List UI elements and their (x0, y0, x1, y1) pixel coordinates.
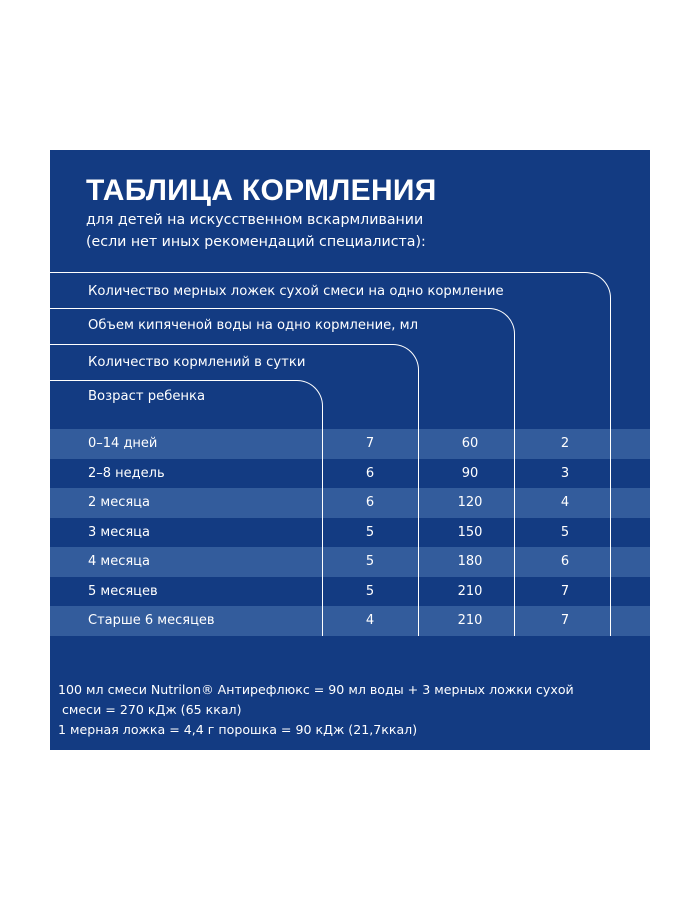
age-cell: 2–8 недель (88, 465, 165, 481)
scoops-cell: 7 (560, 613, 570, 628)
header-scoops: Количество мерных ложек сухой смеси на одно кормление (88, 284, 504, 299)
scoops-cell: 5 (560, 524, 570, 540)
subtitle-line-1: для детей на искусственном вскармливании (86, 212, 424, 228)
water-cell: 180 (457, 554, 483, 569)
water-cell: 120 (457, 495, 483, 510)
water-cell: 60 (461, 436, 479, 451)
scoops-cell: 7 (560, 583, 570, 599)
scoops-cell: 2 (560, 436, 570, 451)
feedings-cell: 5 (365, 524, 375, 540)
header-age: Возраст ребенка (88, 389, 206, 404)
footnote-line-3: 1 мерная ложка = 4,4 г порошка = 90 кДж (21,7ккал) (58, 722, 418, 737)
feedings-cell: 7 (365, 436, 375, 451)
water-cell: 210 (457, 613, 483, 628)
age-cell: 4 месяца (88, 554, 150, 569)
feedings-cell: 6 (365, 465, 375, 481)
age-cell: Старше 6 месяцев (88, 613, 215, 628)
footnote-line-2: смеси = 270 кДж (65 ккал) (62, 702, 242, 717)
feedings-cell: 4 (365, 613, 375, 628)
feedings-cell: 5 (365, 554, 375, 569)
age-cell: 2 месяца (88, 495, 150, 510)
feeding-table-panel (50, 150, 650, 750)
water-cell: 210 (457, 583, 483, 599)
feedings-cell: 6 (365, 495, 375, 510)
scoops-cell: 4 (560, 495, 570, 510)
age-cell: 5 месяцев (88, 583, 158, 599)
scoops-cell: 3 (560, 465, 570, 481)
header-bracket-age (50, 380, 323, 636)
age-cell: 0–14 дней (88, 436, 158, 451)
page-title: ТАБЛИЦА КОРМЛЕНИЯ (86, 174, 437, 207)
header-feedings: Количество кормлений в сутки (88, 355, 306, 370)
water-cell: 90 (461, 465, 479, 481)
subtitle-line-2: (если нет иных рекомендаций специалиста): (86, 234, 426, 250)
feedings-cell: 5 (365, 583, 375, 599)
footnote-line-1: 100 мл смеси Nutrilon® Антирефлюкс = 90 мл воды + 3 мерных ложки сухой (58, 682, 574, 697)
water-cell: 150 (457, 524, 483, 540)
scoops-cell: 6 (560, 554, 570, 569)
age-cell: 3 месяца (88, 524, 150, 540)
header-water: Объем кипяченой воды на одно кормление, мл (88, 318, 419, 333)
